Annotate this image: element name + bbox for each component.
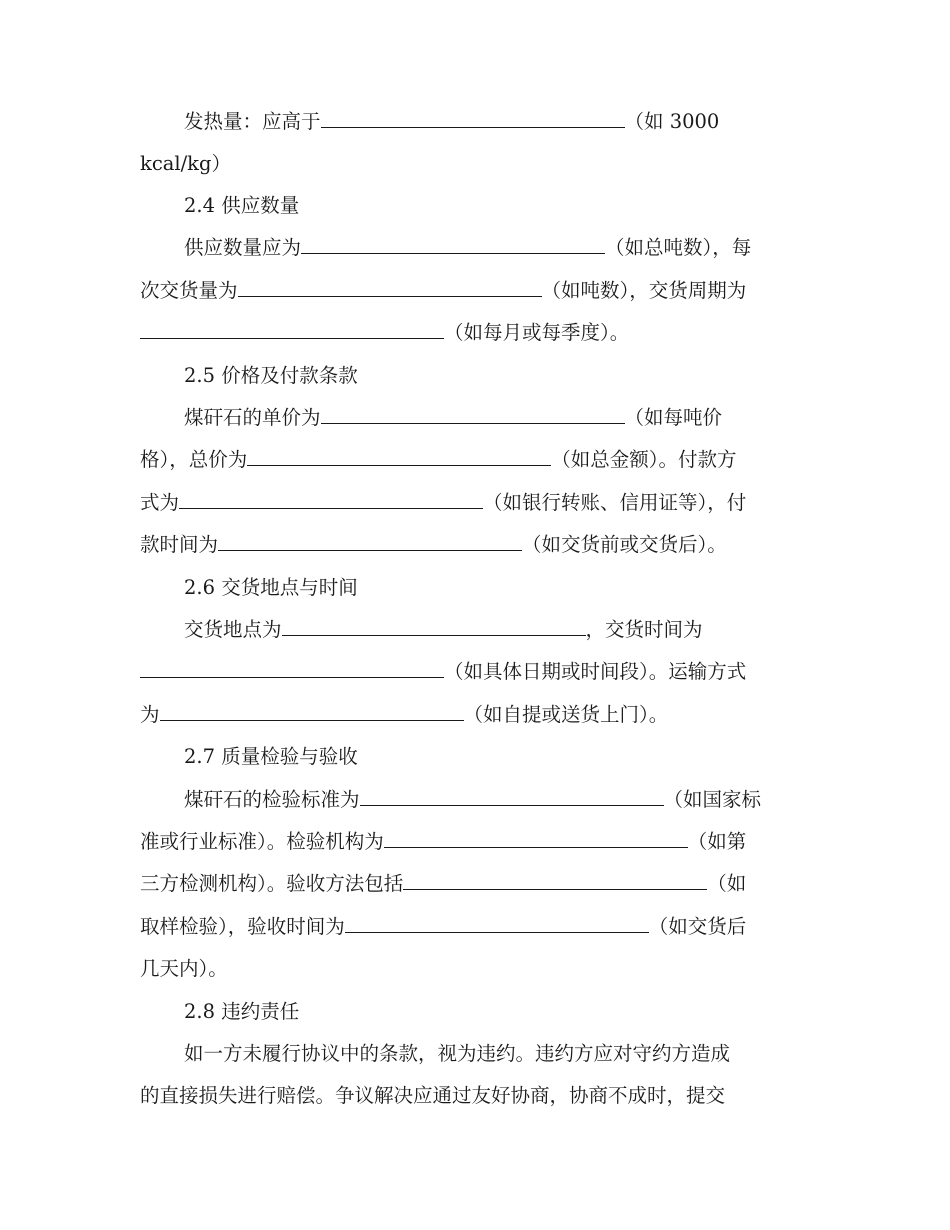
calorific-line [184,108,719,136]
paragraph-line [140,658,746,686]
paragraph-line [140,277,746,305]
text: kcal/kg） [140,152,231,175]
blank-field[interactable] [218,532,522,551]
text: （如自提或送货上门）。 [463,703,669,726]
blank-field[interactable] [140,320,444,339]
text: （如每月或每季度）。 [444,321,630,344]
text: （如银行转账、信用证等），付 [483,491,747,514]
text: 款时间为 [140,533,219,556]
blank-field[interactable] [140,659,444,678]
blank-field[interactable] [321,405,625,424]
section-heading-2-6 [184,574,358,602]
blank-field[interactable] [179,490,483,509]
text: （如国家标 [663,788,762,811]
blank-field[interactable] [403,871,707,890]
paragraph-line [140,1082,725,1110]
text: （如 3000 [624,110,720,133]
section-heading-2-5 [184,362,358,390]
blank-field[interactable] [247,447,551,466]
text: 煤矸石的检验标准为 [184,788,360,811]
calorific-unit-line [140,150,231,178]
heading-text: 2.4 供应数量 [184,194,300,217]
text: （如交货后 [648,915,747,938]
text: （如具体日期或时间段）。运输方式 [444,660,747,683]
text: （如 [707,872,747,895]
text: 的直接损失进行赔偿。争议解决应通过友好协商，协商不成时，提交 [140,1084,726,1107]
paragraph-line [140,531,727,559]
blank-field[interactable] [345,914,649,933]
blank-field[interactable] [360,787,664,806]
text: （如交货前或交货后）。 [522,533,727,556]
blank-field[interactable] [282,617,586,636]
paragraph-line [140,319,629,347]
paragraph-line [140,701,668,729]
text: 如一方未履行协议中的条款，视为违约。违约方应对守约方造成 [184,1042,731,1065]
text: （如每吨价 [624,406,723,429]
text: 格），总价为 [140,448,248,471]
text: （如第 [687,830,747,853]
text: （如总金额）。付款方 [551,448,737,471]
paragraph-line [140,489,746,517]
blank-field[interactable] [160,702,464,721]
text: 式为 [140,491,180,514]
paragraph-line [140,870,746,898]
text: 为 [140,703,160,726]
paragraph-line [184,786,761,814]
text: （如吨数），交货周期为 [541,279,747,302]
heading-text: 2.5 价格及付款条款 [184,364,358,387]
paragraph-line [184,616,703,644]
text: 几天内）。 [140,957,228,980]
paragraph-line [184,1040,730,1068]
paragraph-line [140,955,228,983]
text: （如总吨数），每 [605,236,752,259]
text: 发热量：应高于 [184,110,321,133]
text: 次交货量为 [140,279,238,302]
heading-text: 2.6 交货地点与时间 [184,576,358,599]
paragraph-line [140,828,746,856]
section-heading-2-8 [184,998,299,1026]
text: 准或行业标准）。检验机构为 [140,830,384,853]
text: 交货地点为 [184,618,282,641]
section-heading-2-4 [184,192,299,220]
paragraph-line [140,446,737,474]
section-heading-2-7 [184,743,358,771]
text: 取样检验），验收时间为 [140,915,345,938]
text: 三方检测机构）。验收方法包括 [140,872,404,895]
heading-text: 2.8 违约责任 [184,1000,300,1023]
paragraph-line [140,913,746,941]
paragraph-line [184,404,722,432]
blank-field[interactable] [384,829,688,848]
heading-text: 2.7 质量检验与验收 [184,745,358,768]
blank-field[interactable] [238,278,542,297]
blank-field[interactable] [321,109,625,128]
blank-field[interactable] [301,235,605,254]
text: ，交货时间为 [585,618,703,641]
text: 供应数量应为 [184,236,302,259]
paragraph-line [184,234,751,262]
text: 煤矸石的单价为 [184,406,321,429]
